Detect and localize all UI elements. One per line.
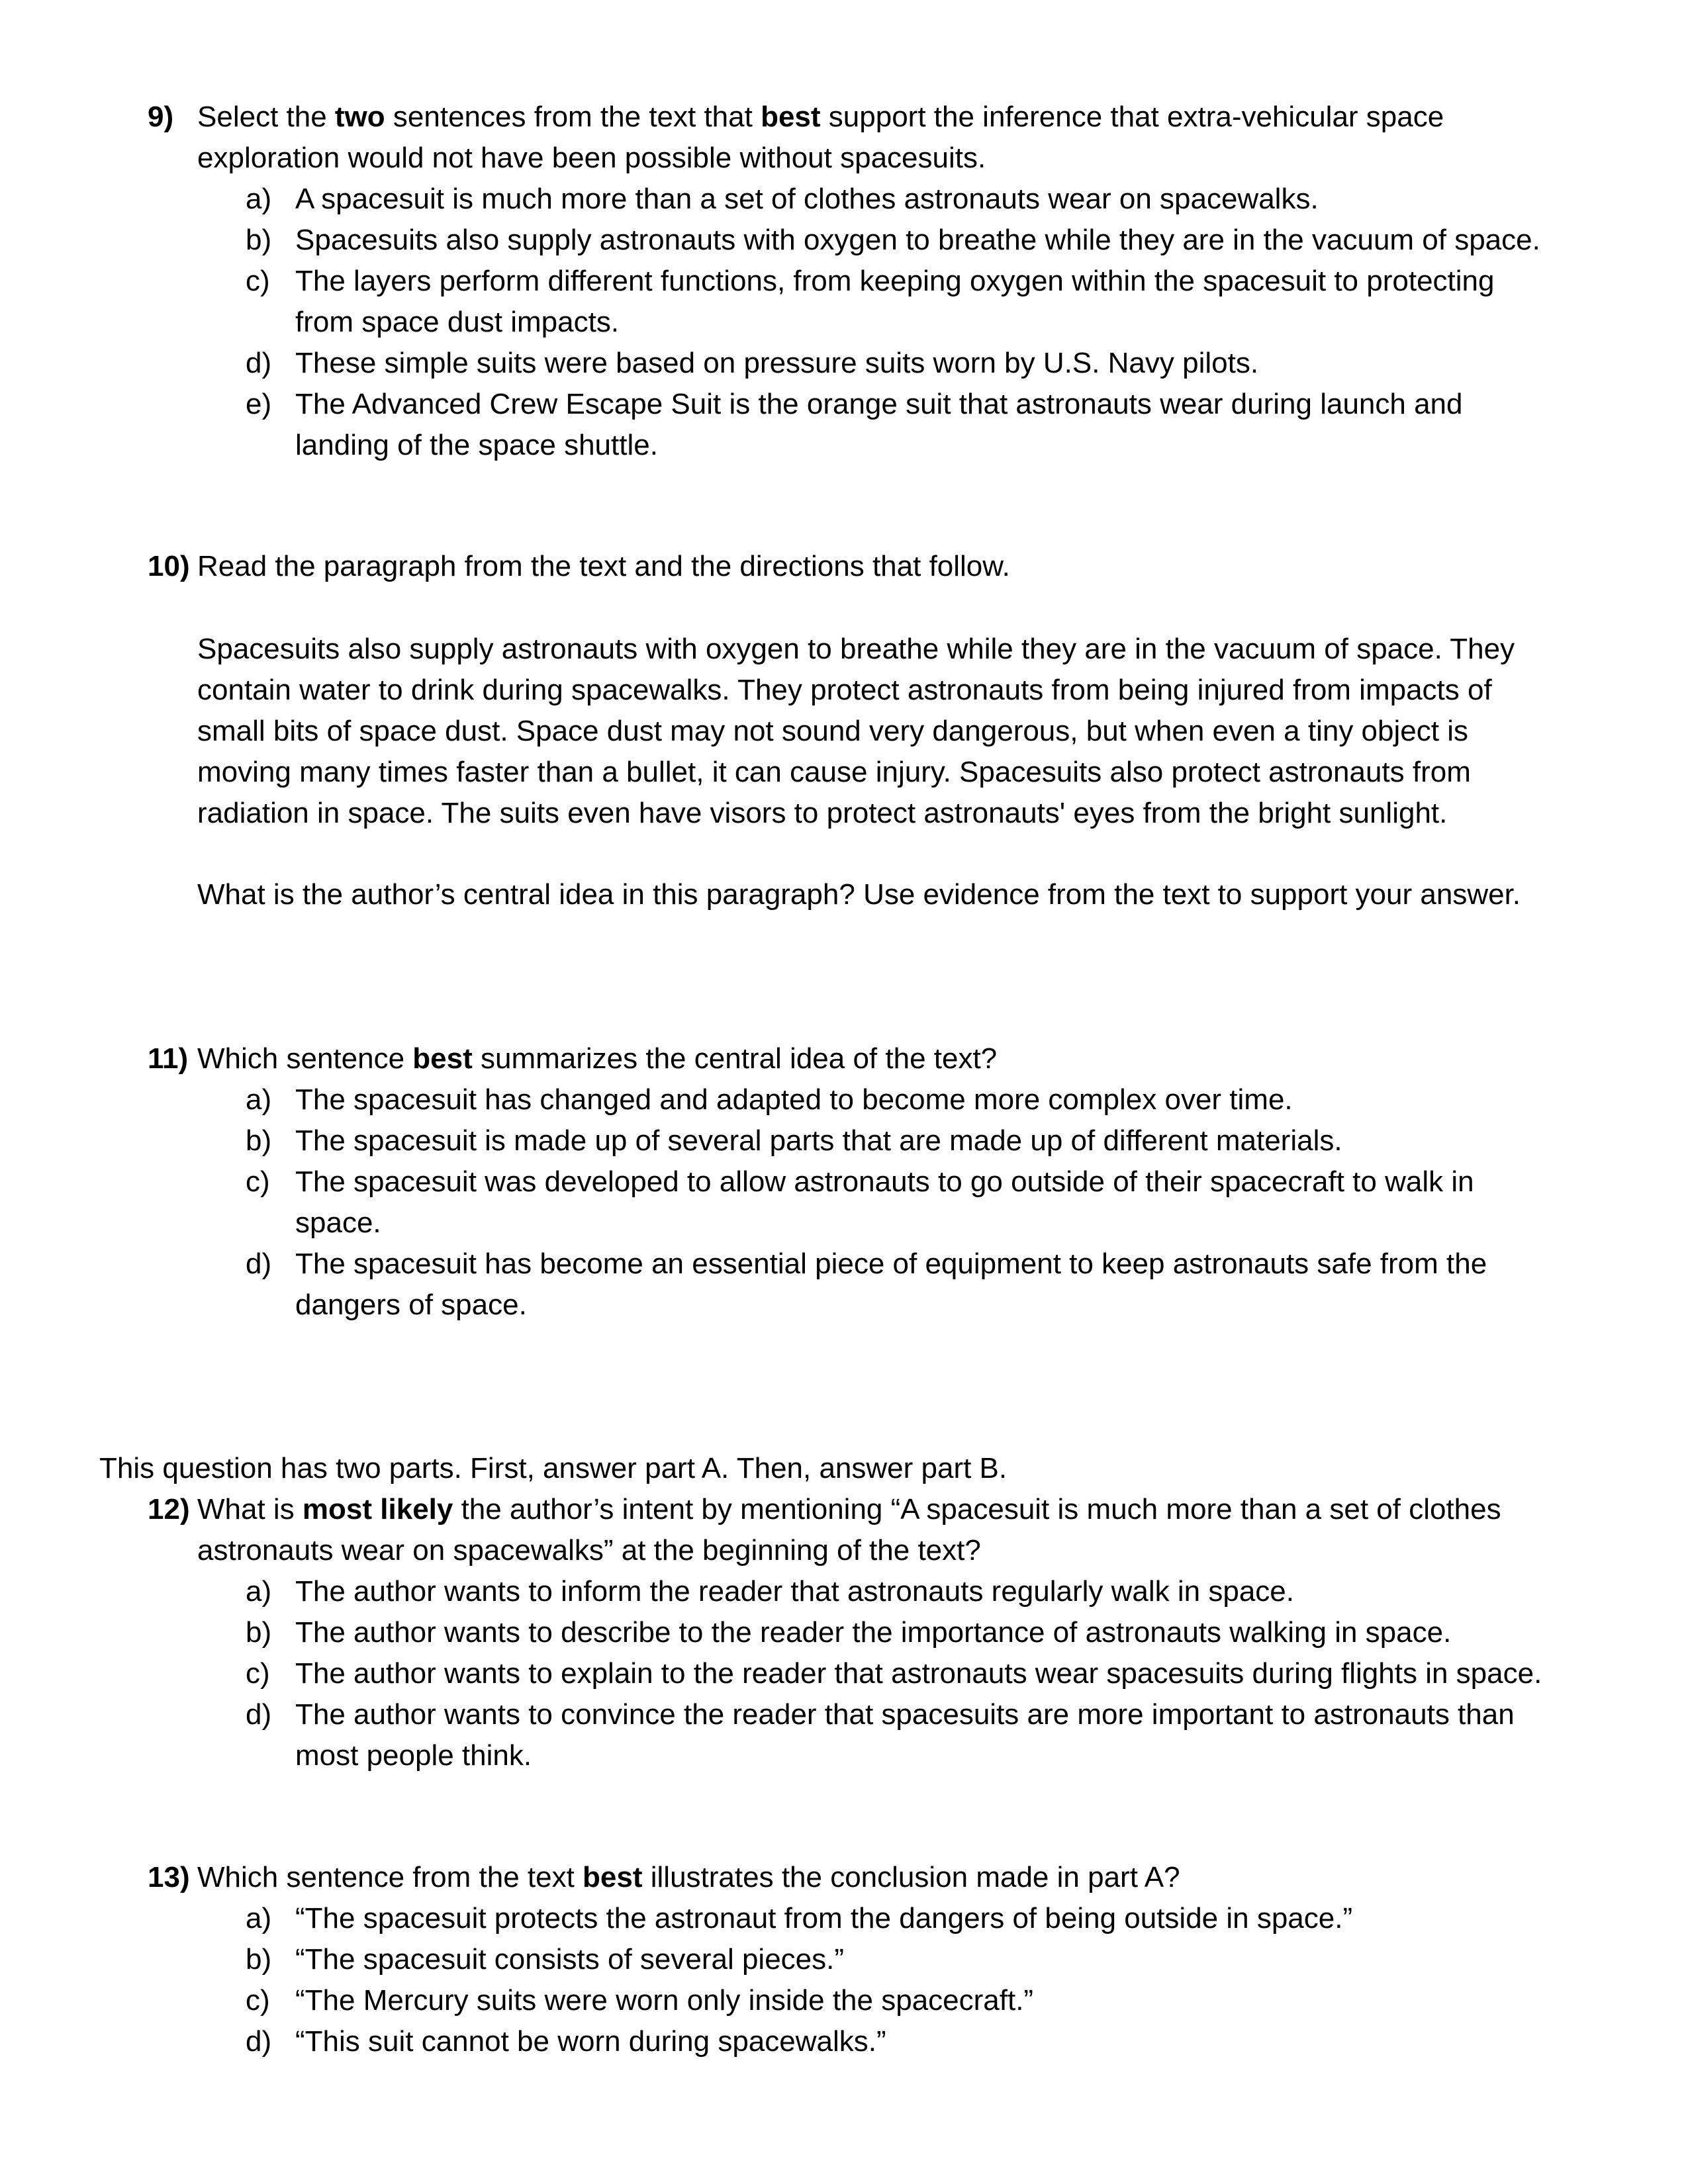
question-number: 12) [148,1493,190,1525]
two-part-intro: This question has two parts. First, answer part A. Then, answer part B. [99,1452,1008,1484]
answer-option-text: landing of the space shuttle. [295,429,658,461]
prompt-text: exploration would not have been possible without spacesuits. [197,142,986,174]
passage-line: contain water to drink during spacewalks. They protect astronauts from being injured from impacts of [197,674,1492,706]
answer-option-text: The author wants to describe to the reader the importance of astronauts walking in space. [295,1616,1452,1649]
prompt-text: Which sentence from the text [197,1861,583,1893]
answer-option-text: dangers of space. [295,1289,527,1321]
answer-option-text: The author wants to explain to the reader that astronauts wear spacesuits during flights in space. [295,1657,1542,1690]
option-letter: a) [246,183,272,215]
question-prompt-line [197,1857,1180,1898]
prompt-emphasis: best [412,1042,473,1075]
answer-option-text: A spacesuit is much more than a set of clothes astronauts wear on spacewalks. [295,183,1319,215]
option-letter: b) [246,1943,272,1976]
option-letter: c) [246,1657,270,1690]
constructed-response-prompt: What is the author’s central idea in this paragraph? Use evidence from the text to support your answer. [197,878,1521,911]
prompt-text: summarizes the central idea of the text? [472,1042,998,1075]
answer-option-text: The author wants to convince the reader that spacesuits are more important to astronauts than [295,1698,1515,1731]
answer-option-text: “The spacesuit protects the astronaut from the dangers of being outside in space.” [295,1902,1353,1934]
answer-option-text: from space dust impacts. [295,306,620,338]
question-number: 11) [148,1042,189,1075]
option-letter: a) [246,1575,272,1608]
answer-option-text: The layers perform different functions, from keeping oxygen within the spacesuit to protecting [295,265,1495,297]
answer-option-text: “The spacesuit consists of several pieces.” [295,1943,845,1976]
prompt-text: Select the [197,101,335,133]
question-prompt-line [197,97,1444,138]
option-letter: d) [246,347,272,379]
option-letter: b) [246,1616,272,1649]
answer-option-text: space. [295,1206,381,1239]
passage-line: Spacesuits also supply astronauts with oxygen to breathe while they are in the vacuum of space. They [197,633,1515,665]
question-prompt-line [197,1489,1501,1530]
option-letter: c) [246,265,270,297]
prompt-text: sentences from the text that [385,101,761,133]
passage-line: small bits of space dust. Space dust may not sound very dangerous, but when even a tiny object is [197,715,1468,747]
option-letter: d) [246,1248,272,1280]
answer-option-text: The spacesuit has become an essential piece of equipment to keep astronauts safe from the [295,1248,1487,1280]
passage-line: moving many times faster than a bullet, it can cause injury. Spacesuits also protect astronauts from [197,756,1471,788]
prompt-emphasis: two [334,101,385,133]
prompt-emphasis: most likely [302,1493,453,1525]
option-letter: d) [246,1698,272,1731]
answer-option-text: The Advanced Crew Escape Suit is the orange suit that astronauts wear during launch and [295,388,1463,420]
option-letter: d) [246,2025,272,2058]
question-prompt-line [197,1038,997,1079]
option-letter: c) [246,1165,270,1198]
answer-option-text: most people think. [295,1739,532,1772]
option-letter: a) [246,1083,272,1116]
prompt-text: Which sentence [197,1042,413,1075]
question-prompt-line [197,138,986,179]
prompt-emphasis: best [761,101,821,133]
answer-option-text: “The Mercury suits were worn only inside the spacecraft.” [295,1984,1034,2017]
answer-option-text: The spacesuit is made up of several parts that are made up of different materials. [295,1124,1342,1157]
prompt-text: the author’s intent by mentioning “A spacesuit is much more than a set of clothes [453,1493,1501,1525]
answer-option-text: The spacesuit was developed to allow astronauts to go outside of their spacecraft to walk in [295,1165,1474,1198]
prompt-text: support the inference that extra-vehicular space [820,101,1444,133]
question-number: 10) [148,550,190,582]
answer-option-text: Spacesuits also supply astronauts with oxygen to breathe while they are in the vacuum of space. [295,224,1540,256]
option-letter: e) [246,388,272,420]
question-prompt-line [197,1530,981,1571]
question-number: 9) [148,101,174,133]
option-letter: b) [246,224,272,256]
question-number: 13) [148,1861,190,1893]
question-prompt-line [197,546,1010,587]
answer-option-text: These simple suits were based on pressure suits worn by U.S. Navy pilots. [295,347,1259,379]
prompt-text: illustrates the conclusion made in part A? [642,1861,1180,1893]
prompt-text: astronauts wear on spacewalks” at the beginning of the text? [197,1534,981,1567]
answer-option-text: “This suit cannot be worn during spacewalks.” [295,2025,886,2058]
passage-line: radiation in space. The suits even have visors to protect astronauts' eyes from the bright sunlight. [197,797,1448,829]
answer-option-text: The author wants to inform the reader that astronauts regularly walk in space. [295,1575,1294,1608]
prompt-text: What is [197,1493,303,1525]
option-letter: b) [246,1124,272,1157]
option-letter: a) [246,1902,272,1934]
prompt-emphasis: best [583,1861,643,1893]
answer-option-text: The spacesuit has changed and adapted to become more complex over time. [295,1083,1293,1116]
prompt-text: Read the paragraph from the text and the directions that follow. [197,550,1010,582]
option-letter: c) [246,1984,270,2017]
